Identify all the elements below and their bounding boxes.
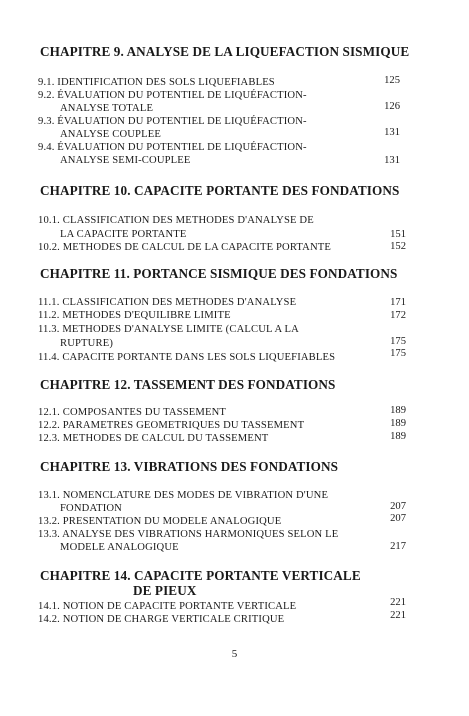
page-number: 221 <box>390 610 406 621</box>
page-number: 131 <box>384 127 400 138</box>
toc-entry-9-4-cont: ANALYSE SEMI-COUPLEE <box>60 155 191 166</box>
chapter-11-heading: CHAPITRE 11. PORTANCE SISMIQUE DES FONDATIONS <box>40 266 398 281</box>
page-number: 151 <box>390 229 406 240</box>
toc-entry-9-1: 9.1. IDENTIFICATION DES SOLS LIQUEFIABLES <box>38 77 275 88</box>
page-number: 172 <box>390 310 406 321</box>
toc-entry-12-2: 12.2. PARAMETRES GEOMETRIQUES DU TASSEMENT <box>38 420 305 431</box>
chapter-10-heading: CHAPITRE 10. CAPACITE PORTANTE DES FONDATIONS <box>40 183 400 198</box>
toc-entry-11-3: 11.3. METHODES D'ANALYSE LIMITE (CALCUL A LA <box>38 324 299 335</box>
chapter-13-heading: CHAPITRE 13. VIBRATIONS DES FONDATIONS <box>40 459 339 474</box>
page-number: 175 <box>390 348 406 359</box>
page-number: 221 <box>390 597 406 608</box>
toc-entry-13-3: 13.3. ANALYSE DES VIBRATIONS HARMONIQUES SELON LE <box>38 529 339 540</box>
toc-entry-10-1-cont: LA CAPACITE PORTANTE <box>60 229 187 240</box>
toc-entry-10-1: 10.1. CLASSIFICATION DES METHODES D'ANALYSE DE <box>38 215 314 226</box>
toc-entry-11-4: 11.4. CAPACITE PORTANTE DANS LES SOLS LIQUEFIABLES <box>38 352 336 363</box>
page-number: 189 <box>390 405 406 416</box>
toc-entry-13-3-cont: MODELE ANALOGIQUE <box>60 542 179 553</box>
toc-entry-9-3-cont: ANALYSE COUPLEE <box>60 129 161 140</box>
page-number: 217 <box>390 541 406 552</box>
toc-entry-10-2: 10.2. METHODES DE CALCUL DE LA CAPACITE PORTANTE <box>38 242 332 253</box>
page-number: 175 <box>390 336 406 347</box>
chapter-14-heading-line1: CHAPITRE 14. CAPACITE PORTANTE VERTICALE <box>40 568 361 583</box>
toc-entry-11-1: 11.1. CLASSIFICATION DES METHODES D'ANALYSE <box>38 297 297 308</box>
toc-entry-12-1: 12.1. COMPOSANTES DU TASSEMENT <box>38 407 226 418</box>
toc-entry-13-1-cont: FONDATION <box>60 503 122 514</box>
toc-entry-14-2: 14.2. NOTION DE CHARGE VERTICALE CRITIQUE <box>38 614 285 625</box>
toc-entry-13-2: 13.2. PRESENTATION DU MODELE ANALOGIQUE <box>38 516 282 527</box>
page-number: 152 <box>390 241 406 252</box>
page-number: 189 <box>390 418 406 429</box>
page-number: 207 <box>390 501 406 512</box>
toc-entry-13-1: 13.1. NOMENCLATURE DES MODES DE VIBRATION D'UNE <box>38 490 329 501</box>
page-number: 125 <box>384 75 400 86</box>
page-number: 131 <box>384 155 400 166</box>
chapter-9-heading: CHAPITRE 9. ANALYSE DE LA LIQUEFACTION SISMIQUE <box>40 44 410 59</box>
page-folio: 5 <box>231 648 238 660</box>
chapter-14-heading-line2: DE PIEUX <box>133 583 197 598</box>
page-number: 207 <box>390 513 406 524</box>
page-number: 126 <box>384 101 400 112</box>
page-number: 189 <box>390 431 406 442</box>
toc-entry-9-3: 9.3. ÉVALUATION DU POTENTIEL DE LIQUÉFACTION- <box>38 116 307 127</box>
toc-entry-9-2: 9.2. ÉVALUATION DU POTENTIEL DE LIQUÉFACTION- <box>38 90 307 101</box>
toc-entry-11-3-cont: RUPTURE) <box>60 338 113 349</box>
toc-entry-12-3: 12.3. METHODES DE CALCUL DU TASSEMENT <box>38 433 269 444</box>
chapter-12-heading: CHAPITRE 12. TASSEMENT DES FONDATIONS <box>40 377 336 392</box>
toc-entry-11-2: 11.2. METHODES D'EQUILIBRE LIMITE <box>38 310 231 321</box>
toc-entry-14-1: 14.1. NOTION DE CAPACITE PORTANTE VERTICALE <box>38 601 297 612</box>
toc-entry-9-4: 9.4. ÉVALUATION DU POTENTIEL DE LIQUÉFACTION- <box>38 142 307 153</box>
page-number: 171 <box>390 297 406 308</box>
toc-entry-9-2-cont: ANALYSE TOTALE <box>60 103 154 114</box>
chapter-14-heading <box>40 568 440 583</box>
